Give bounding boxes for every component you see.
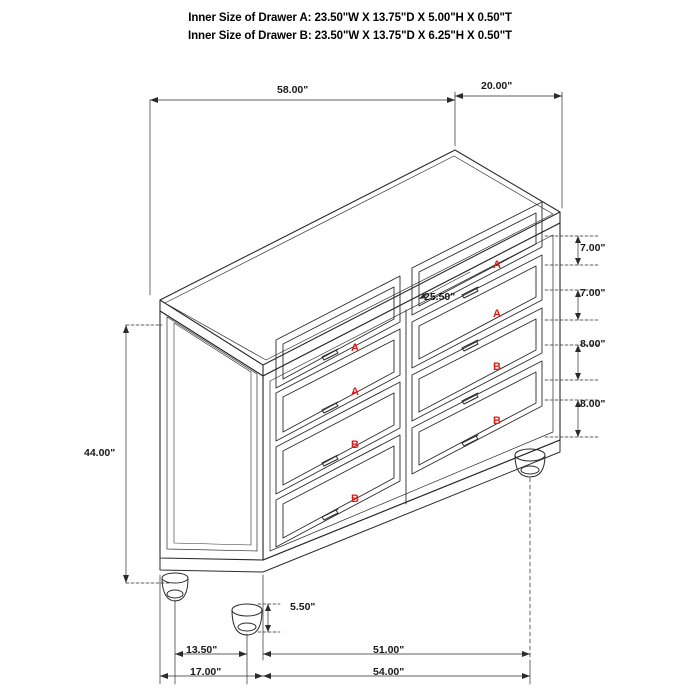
dim-overall-height: 44.00"	[84, 447, 116, 459]
dim-drawer-inner-width: 25.50"	[424, 291, 456, 303]
dim-drawer-h1: 7.00"	[580, 242, 606, 254]
dim-foot-height: 5.50"	[290, 601, 316, 613]
dim-drawer-h2: 7.00"	[580, 287, 606, 299]
dim-top-depth: 20.00"	[481, 80, 513, 92]
drawer-label-right-3: B	[493, 361, 501, 373]
drawer-label-left-3: B	[351, 439, 359, 451]
drawer-label-right-4: B	[493, 415, 501, 427]
dim-base-bottom: 54.00"	[373, 666, 405, 678]
drawer-label-left-2: A	[351, 386, 359, 398]
drawer-a-spec-text: Inner Size of Drawer A: 23.50"W X 13.75"D X 5.00"H X 0.50"T	[188, 12, 512, 24]
dim-base-left: 13.50"	[186, 644, 218, 656]
dim-top-width: 58.00"	[277, 84, 309, 96]
dim-drawer-h3: 8.00"	[580, 338, 606, 350]
drawer-label-left-1: A	[351, 342, 359, 354]
drawer-label-left-4: B	[351, 493, 359, 505]
drawer-label-right-1: A	[493, 259, 501, 271]
drawer-label-right-2: A	[493, 308, 501, 320]
dim-drawer-h4: 8.00"	[580, 398, 606, 410]
drawer-b-spec-text: Inner Size of Drawer B: 23.50"W X 13.75"D X 6.25"H X 0.50"T	[188, 30, 512, 42]
dim-base-front: 51.00"	[373, 644, 405, 656]
dim-base-left-outer: 17.00"	[190, 666, 222, 678]
